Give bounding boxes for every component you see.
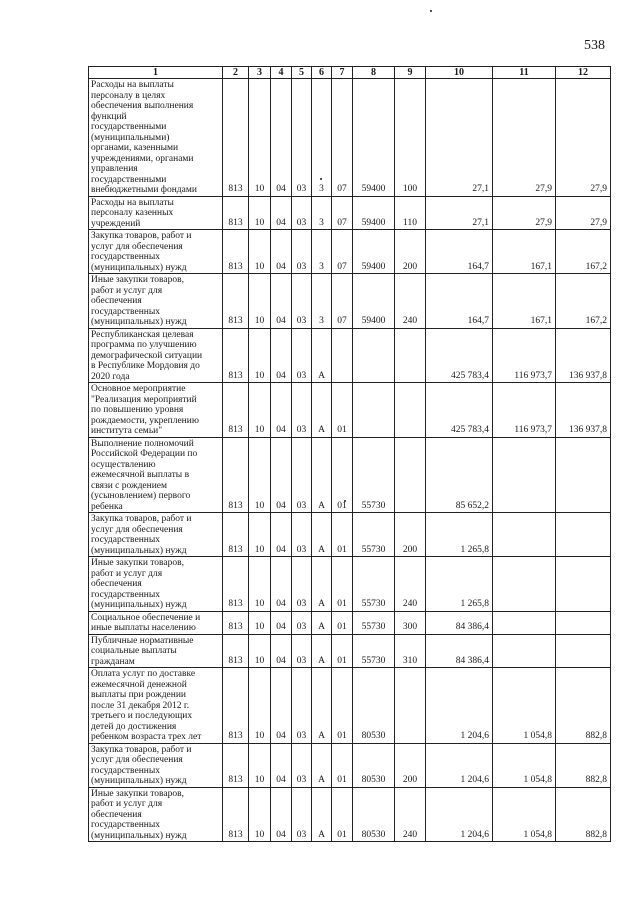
subprogram-code-cell: 3 — [312, 274, 332, 329]
direction-code-cell: 55730 — [353, 437, 395, 513]
row-description: Закупка товаров, работ и услуг для обеспечения государственных (муниципальных) нужд — [89, 743, 223, 787]
column-header-4: 4 — [271, 67, 292, 79]
table-row — [89, 383, 611, 438]
ministry-code-cell: 813 — [223, 743, 249, 787]
program-code-cell: 03 — [292, 611, 312, 634]
program-code-cell: 03 — [292, 787, 312, 842]
amount-year-1-cell: 425 783,4 — [426, 328, 493, 383]
section-code-cell: 10 — [249, 743, 271, 787]
table-row — [89, 328, 611, 383]
amount-year-2-cell: 1 054,8 — [493, 787, 556, 842]
amount-year-2-cell: 1 054,8 — [493, 668, 556, 744]
subsection-code-cell: 04 — [271, 383, 292, 438]
expense-type-code-cell — [395, 668, 426, 744]
direction-code-cell: 55730 — [353, 557, 395, 612]
subprogram-code-cell: А — [312, 668, 332, 744]
column-header-11: 11 — [493, 67, 556, 79]
table-row — [89, 668, 611, 744]
column-header-5: 5 — [292, 67, 312, 79]
expense-type-code-cell — [395, 383, 426, 438]
activity-code-cell: 01 — [332, 513, 353, 557]
activity-code-cell: 01 — [332, 668, 353, 744]
subsection-code-cell: 04 — [271, 611, 292, 634]
ministry-code-cell: 813 — [223, 634, 249, 668]
expense-type-code-cell: 300 — [395, 611, 426, 634]
section-code-cell: 10 — [249, 668, 271, 744]
section-code-cell: 10 — [249, 79, 271, 197]
section-code-cell: 10 — [249, 787, 271, 842]
program-code-cell: 03 — [292, 743, 312, 787]
row-description: Иные закупки товаров, работ и услуг для обеспечения государственных (муниципальных) нужд — [89, 787, 223, 842]
ministry-code-cell: 813 — [223, 513, 249, 557]
section-code-cell: 10 — [249, 196, 271, 230]
row-description: Расходы на выплаты персоналу в целях обеспечения выполнения функций государственными (муниципальными) органами, казенными учреждениями, органами управления государственными внебюджетными фондами — [89, 79, 223, 197]
subsection-code-cell: 04 — [271, 634, 292, 668]
expense-type-code-cell — [395, 328, 426, 383]
amount-year-1-cell: 84 386,4 — [426, 634, 493, 668]
subsection-code-cell: 04 — [271, 787, 292, 842]
column-header-7: 7 — [332, 67, 353, 79]
section-code-cell: 10 — [249, 230, 271, 274]
table-header-row — [89, 67, 611, 79]
ministry-code-cell: 813 — [223, 437, 249, 513]
ministry-code-cell: 813 — [223, 274, 249, 329]
amount-year-3-cell — [556, 634, 611, 668]
direction-code-cell: 55730 — [353, 513, 395, 557]
ministry-code-cell: 813 — [223, 230, 249, 274]
ministry-code-cell: 813 — [223, 79, 249, 197]
program-code-cell: 03 — [292, 230, 312, 274]
scan-speck — [430, 10, 432, 12]
activity-code-cell: 01 — [332, 557, 353, 612]
subprogram-code-cell: 3 — [312, 79, 332, 197]
section-code-cell: 10 — [249, 328, 271, 383]
amount-year-3-cell: 882,8 — [556, 787, 611, 842]
amount-year-1-cell: 1 204,6 — [426, 743, 493, 787]
amount-year-2-cell — [493, 513, 556, 557]
amount-year-1-cell: 164,7 — [426, 230, 493, 274]
activity-code-cell: 01 — [332, 383, 353, 438]
program-code-cell: 03 — [292, 328, 312, 383]
amount-year-2-cell: 167,1 — [493, 230, 556, 274]
expense-type-code-cell: 310 — [395, 634, 426, 668]
column-header-1: 1 — [89, 67, 223, 79]
column-header-6: 6 — [312, 67, 332, 79]
amount-year-1-cell: 27,1 — [426, 196, 493, 230]
direction-code-cell — [353, 383, 395, 438]
column-header-12: 12 — [556, 67, 611, 79]
column-header-9: 9 — [395, 67, 426, 79]
amount-year-3-cell: 136 937,8 — [556, 383, 611, 438]
amount-year-2-cell — [493, 611, 556, 634]
expense-type-code-cell: 110 — [395, 196, 426, 230]
column-header-3: 3 — [249, 67, 271, 79]
expense-type-code-cell: 200 — [395, 230, 426, 274]
program-code-cell: 03 — [292, 437, 312, 513]
subsection-code-cell: 04 — [271, 230, 292, 274]
subsection-code-cell: 04 — [271, 196, 292, 230]
ministry-code-cell: 813 — [223, 383, 249, 438]
subprogram-code-cell: А — [312, 557, 332, 612]
table-row — [89, 274, 611, 329]
budget-table — [88, 66, 611, 842]
table-row — [89, 196, 611, 230]
subprogram-code-cell: А — [312, 634, 332, 668]
table-row — [89, 634, 611, 668]
amount-year-1-cell: 84 386,4 — [426, 611, 493, 634]
activity-code-cell — [332, 328, 353, 383]
subsection-code-cell: 04 — [271, 437, 292, 513]
expense-type-code-cell: 200 — [395, 513, 426, 557]
section-code-cell: 10 — [249, 274, 271, 329]
row-description: Иные закупки товаров, работ и услуг для обеспечения государственных (муниципальных) нужд — [89, 557, 223, 612]
amount-year-1-cell: 27,1 — [426, 79, 493, 197]
table-row — [89, 437, 611, 513]
expense-type-code-cell: 200 — [395, 743, 426, 787]
amount-year-1-cell: 425 783,4 — [426, 383, 493, 438]
ministry-code-cell: 813 — [223, 196, 249, 230]
subprogram-code-cell: А — [312, 513, 332, 557]
subsection-code-cell: 04 — [271, 743, 292, 787]
amount-year-3-cell: 882,8 — [556, 668, 611, 744]
activity-code-cell: 07 — [332, 230, 353, 274]
amount-year-3-cell — [556, 611, 611, 634]
activity-code-cell: 01 — [332, 437, 353, 513]
amount-year-1-cell: 1 265,8 — [426, 557, 493, 612]
expense-type-code-cell: 240 — [395, 274, 426, 329]
direction-code-cell: 80530 — [353, 787, 395, 842]
subprogram-code-cell: 3 — [312, 196, 332, 230]
activity-code-cell: 01 — [332, 743, 353, 787]
activity-code-cell: 01 — [332, 634, 353, 668]
table-header — [89, 67, 611, 79]
direction-code-cell: 55730 — [353, 634, 395, 668]
amount-year-3-cell: 167,2 — [556, 230, 611, 274]
amount-year-2-cell — [493, 437, 556, 513]
program-code-cell: 03 — [292, 383, 312, 438]
row-description: Иные закупки товаров, работ и услуг для обеспечения государственных (муниципальных) нужд — [89, 274, 223, 329]
amount-year-3-cell: 882,8 — [556, 743, 611, 787]
amount-year-3-cell — [556, 557, 611, 612]
amount-year-1-cell: 1 204,6 — [426, 668, 493, 744]
table-row — [89, 79, 611, 197]
program-code-cell: 03 — [292, 513, 312, 557]
subprogram-code-cell: А — [312, 437, 332, 513]
amount-year-3-cell: 27,9 — [556, 196, 611, 230]
direction-code-cell: 59400 — [353, 230, 395, 274]
row-description: Выполнение полномочий Российской Федерации по осуществлению ежемесячной выплаты в связи с рождением (усыновлением) первого ребенка — [89, 437, 223, 513]
row-description: Публичные нормативные социальные выплаты гражданам — [89, 634, 223, 668]
ministry-code-cell: 813 — [223, 328, 249, 383]
row-description: Основное мероприятие "Реализация мероприятий по повышению уровня рождаемости, укреплению института семьи" — [89, 383, 223, 438]
row-description: Оплата услуг по доставке ежемесячной денежной выплаты при рождении после 31 декабря 2012 г. третьего и последующих детей до достижения ребенком возраста трех лет — [89, 668, 223, 744]
amount-year-2-cell: 1 054,8 — [493, 743, 556, 787]
program-code-cell: 03 — [292, 557, 312, 612]
activity-code-cell: 07 — [332, 274, 353, 329]
section-code-cell: 10 — [249, 513, 271, 557]
row-description: Закупка товаров, работ и услуг для обеспечения государственных (муниципальных) нужд — [89, 513, 223, 557]
amount-year-3-cell: 136 937,8 — [556, 328, 611, 383]
amount-year-2-cell: 167,1 — [493, 274, 556, 329]
activity-code-cell: 01 — [332, 611, 353, 634]
amount-year-3-cell: 167,2 — [556, 274, 611, 329]
amount-year-3-cell: 27,9 — [556, 79, 611, 197]
program-code-cell: 03 — [292, 196, 312, 230]
table-row — [89, 513, 611, 557]
section-code-cell: 10 — [249, 383, 271, 438]
amount-year-2-cell: 27,9 — [493, 79, 556, 197]
section-code-cell: 10 — [249, 557, 271, 612]
ministry-code-cell: 813 — [223, 611, 249, 634]
activity-code-cell: 07 — [332, 196, 353, 230]
amount-year-2-cell — [493, 557, 556, 612]
subsection-code-cell: 04 — [271, 513, 292, 557]
amount-year-2-cell — [493, 634, 556, 668]
subprogram-code-cell: А — [312, 787, 332, 842]
amount-year-1-cell: 85 652,2 — [426, 437, 493, 513]
subsection-code-cell: 04 — [271, 557, 292, 612]
page-number: 538 — [584, 38, 605, 53]
table-row — [89, 611, 611, 634]
row-description: Расходы на выплаты персоналу казенных учреждений — [89, 196, 223, 230]
expense-type-code-cell: 100 — [395, 79, 426, 197]
program-code-cell: 03 — [292, 274, 312, 329]
direction-code-cell: 59400 — [353, 79, 395, 197]
program-code-cell: 03 — [292, 79, 312, 197]
subprogram-code-cell: А — [312, 611, 332, 634]
subsection-code-cell: 04 — [271, 274, 292, 329]
subprogram-code-cell: А — [312, 328, 332, 383]
row-description: Социальное обеспечение и иные выплаты населению — [89, 611, 223, 634]
activity-code-cell: 07 — [332, 79, 353, 197]
column-header-8: 8 — [353, 67, 395, 79]
amount-year-1-cell: 1 204,6 — [426, 787, 493, 842]
subprogram-code-cell: А — [312, 743, 332, 787]
column-header-10: 10 — [426, 67, 493, 79]
amount-year-2-cell: 116 973,7 — [493, 328, 556, 383]
table-row — [89, 787, 611, 842]
amount-year-3-cell — [556, 437, 611, 513]
section-code-cell: 10 — [249, 611, 271, 634]
section-code-cell: 10 — [249, 634, 271, 668]
direction-code-cell: 80530 — [353, 743, 395, 787]
table-row — [89, 743, 611, 787]
amount-year-1-cell: 164,7 — [426, 274, 493, 329]
table-body — [89, 79, 611, 842]
amount-year-1-cell: 1 265,8 — [426, 513, 493, 557]
direction-code-cell: 55730 — [353, 611, 395, 634]
amount-year-2-cell: 116 973,7 — [493, 383, 556, 438]
row-description: Закупка товаров, работ и услуг для обеспечения государственных (муниципальных) нужд — [89, 230, 223, 274]
table-row — [89, 557, 611, 612]
expense-type-code-cell — [395, 437, 426, 513]
direction-code-cell — [353, 328, 395, 383]
subsection-code-cell: 04 — [271, 668, 292, 744]
subprogram-code-cell: 3 — [312, 230, 332, 274]
subprogram-code-cell: А — [312, 383, 332, 438]
ministry-code-cell: 813 — [223, 557, 249, 612]
column-header-2: 2 — [223, 67, 249, 79]
subsection-code-cell: 04 — [271, 79, 292, 197]
ministry-code-cell: 813 — [223, 668, 249, 744]
expense-type-code-cell: 240 — [395, 557, 426, 612]
row-description: Республиканская целевая программа по улучшению демографической ситуации в Республике Мордовия до 2020 года — [89, 328, 223, 383]
program-code-cell: 03 — [292, 668, 312, 744]
program-code-cell: 03 — [292, 634, 312, 668]
direction-code-cell: 59400 — [353, 274, 395, 329]
table-row — [89, 230, 611, 274]
direction-code-cell: 80530 — [353, 668, 395, 744]
amount-year-3-cell — [556, 513, 611, 557]
section-code-cell: 10 — [249, 437, 271, 513]
ministry-code-cell: 813 — [223, 787, 249, 842]
subsection-code-cell: 04 — [271, 328, 292, 383]
expense-type-code-cell: 240 — [395, 787, 426, 842]
amount-year-2-cell: 27,9 — [493, 196, 556, 230]
direction-code-cell: 59400 — [353, 196, 395, 230]
activity-code-cell: 01 — [332, 787, 353, 842]
